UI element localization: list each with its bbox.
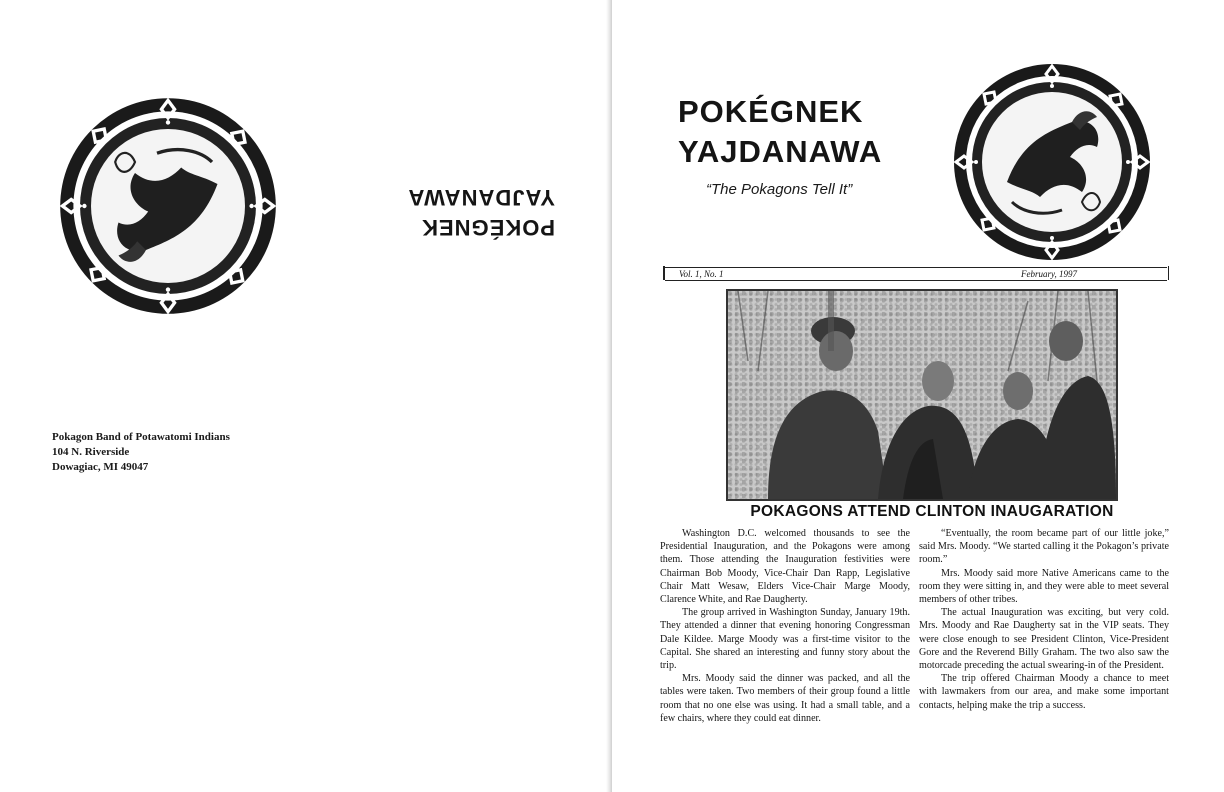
address-line2: 104 N. Riverside xyxy=(52,446,130,458)
rule-cap-left xyxy=(663,266,665,280)
address-line3: Dowagiac, MI 49047 xyxy=(52,461,149,473)
article-paragraph: The trip offered Chairman Moody a chance to meet with lawmakers from our area, and make some important contacts, helping make the trip a success. xyxy=(919,673,1169,711)
article-column-right xyxy=(919,527,1169,712)
masthead-line1: POKÉGNEK xyxy=(678,94,864,129)
article-paragraph: Mrs. Moody said the dinner was packed, and all the tables were taken. Two members of their group found a little room that no one else was using. It had a small table, and a few chairs, where they could eat dinner. xyxy=(660,673,910,724)
article-paragraph: Mrs. Moody said more Native Americans came to the room they were sitting in, and they were able to meet several members of other tribes. xyxy=(919,567,1169,606)
tribal-seal-logo xyxy=(58,96,278,316)
volume-number: Vol. 1, No. 1 xyxy=(679,269,724,279)
mailing-address xyxy=(52,430,230,475)
address-line1: Pokagon Band of Potawatomi Indians xyxy=(52,431,230,443)
back-cover-masthead xyxy=(345,182,555,242)
tribal-seal-logo xyxy=(952,62,1152,262)
article-paragraph: The group arrived in Washington Sunday, January 19th. They attended a dinner that evening honoring Congressman Dale Kildee. Marge Moody was a first-time visitor to the Capital. She shared an interesting and funny story about the trip. xyxy=(660,607,910,672)
article-column-left xyxy=(660,527,910,725)
masthead-line2: YAJDANAWA xyxy=(678,134,883,169)
issue-info-bar xyxy=(665,267,1167,281)
inauguration-photo xyxy=(726,289,1118,501)
rule-cap-right xyxy=(1168,266,1170,280)
article-paragraph: Washington D.C. welcomed thousands to see the Presidential Inauguration, and the Pokagons were among them. Those attending the Inauguration festivities were Chairman Bob Moody, Vice-Chair Dan Rapp, Legislative Chair Matt Wesaw, Elders Vice-Chair Marge Moody, Clarence White, and Rae Daugherty. xyxy=(660,528,910,606)
newsletter-masthead xyxy=(678,92,882,172)
issue-date: February, 1997 xyxy=(1021,269,1077,279)
article-headline: POKAGONS ATTEND CLINTON INAUGARATION xyxy=(750,503,1114,520)
article-paragraph: “Eventually, the room became part of our little joke,” said Mrs. Moody. “We started calling it the Pokagon’s private room.” xyxy=(919,528,1169,566)
back-masthead-line1: POKÉGNEK xyxy=(421,215,555,240)
article-paragraph: The actual Inauguration was exciting, but very cold. Mrs. Moody and Rae Daugherty sat in the VIP seats. They were close enough to see President Clinton, Vice-President Gore and the Reverend Billy Graham. The two also saw the motorcade preceding the actual swearing-in of the President. xyxy=(919,607,1169,672)
back-masthead-line2: YAJDANAWA xyxy=(407,185,555,210)
tagline: “The Pokagons Tell It” xyxy=(706,181,853,198)
front-cover-page xyxy=(612,0,1224,792)
